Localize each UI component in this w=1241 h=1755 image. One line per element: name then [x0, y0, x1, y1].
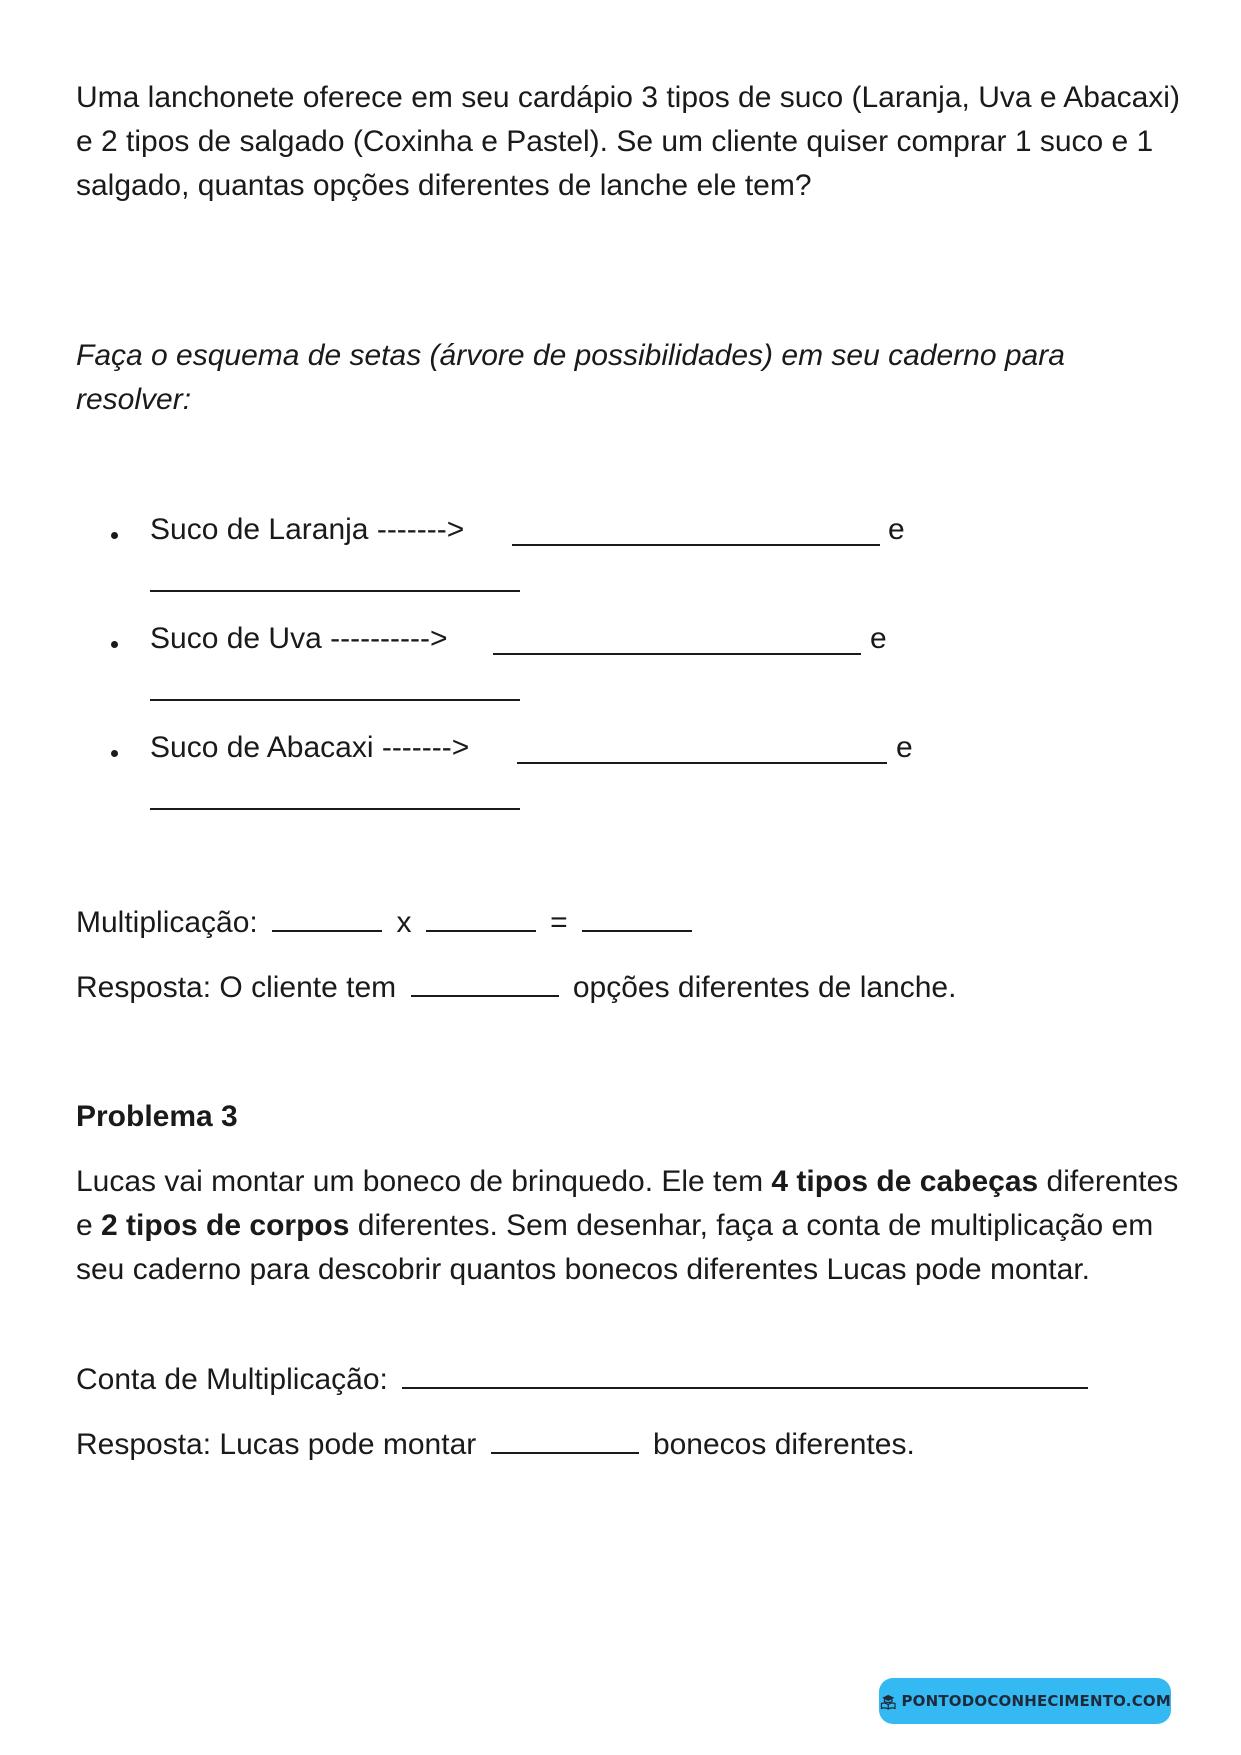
bullet-connector: e: [888, 513, 905, 546]
answer-blank[interactable]: [411, 965, 559, 997]
bullet-label-abacaxi: Suco de Abacaxi ------->: [150, 731, 470, 764]
multiplication-label: Multiplicação:: [76, 906, 258, 939]
bullet-label-uva: Suco de Uva ---------->: [150, 622, 448, 655]
equals-sign: =: [550, 906, 568, 939]
answer-prefix: Resposta: Lucas pode montar: [76, 1428, 477, 1461]
statement-text: diferentes e: [76, 1165, 1179, 1242]
statement-text: Lucas vai montar um boneco de brinquedo. Ele tem: [76, 1165, 772, 1198]
calc-line: [76, 1357, 1186, 1402]
statement-bold-heads: 4 tipos de cabeças: [771, 1165, 1039, 1198]
bullet-connector: e: [896, 731, 913, 764]
problem3-title: Problema 3: [76, 1100, 238, 1133]
answer-blank[interactable]: [512, 544, 880, 546]
answer-blank[interactable]: [491, 1422, 639, 1454]
times-sign: x: [396, 906, 412, 939]
bullet-dot: [111, 750, 118, 757]
answer-suffix: bonecos diferentes.: [652, 1428, 915, 1461]
answer-blank[interactable]: [150, 808, 520, 810]
badge-text: PONTODOCONHECIMENTO.COM: [901, 1692, 1171, 1710]
list-item: [0, 726, 1241, 826]
calc-blank[interactable]: [402, 1357, 1088, 1389]
bullet-connector: e: [870, 622, 887, 655]
bullet-dot: [111, 641, 118, 648]
problem2-statement: Uma lanchonete oferece em seu cardápio 3 tipos de suco (Laranja, Uva e Abacaxi) e 2 tipos de salgado (Coxinha e Pastel). Se um cliente quiser comprar 1 suco e 1 salgado, quantas opções diferentes de lanche ele tem?: [76, 81, 1180, 202]
factor-blank[interactable]: [426, 900, 536, 932]
problem2-instruction: Faça o esquema de setas (árvore de possibilidades) em seu caderno para resolver:: [76, 339, 1065, 416]
site-badge[interactable]: [879, 1678, 1171, 1724]
multiplication-line: [76, 900, 1186, 945]
bullet-label-laranja: Suco de Laranja ------->: [150, 513, 465, 546]
list-item: [0, 617, 1241, 717]
answer-blank[interactable]: [517, 762, 887, 764]
problem3-statement: [76, 1160, 1186, 1292]
statement-text: diferentes. Sem desenhar, faça a conta de multiplicação em seu caderno para descobrir quantos bonecos diferentes Lucas pode montar.: [76, 1209, 1154, 1286]
list-item: [0, 508, 1241, 608]
answer-suffix: opções diferentes de lanche.: [572, 971, 957, 1004]
answer-blank[interactable]: [493, 653, 861, 655]
answer-blank[interactable]: [150, 590, 520, 592]
problem3-answer-line: [76, 1422, 1186, 1467]
graduation-book-icon: [879, 1686, 897, 1716]
calc-label: Conta de Multiplicação:: [76, 1363, 388, 1396]
answer-prefix: Resposta: O cliente tem: [76, 971, 397, 1004]
factor-blank[interactable]: [272, 900, 382, 932]
bullet-dot: [111, 532, 118, 539]
answer-blank[interactable]: [150, 699, 520, 701]
statement-bold-bodies: 2 tipos de corpos: [101, 1209, 350, 1242]
product-blank[interactable]: [582, 900, 692, 932]
problem2-answer-line: [76, 965, 1186, 1010]
